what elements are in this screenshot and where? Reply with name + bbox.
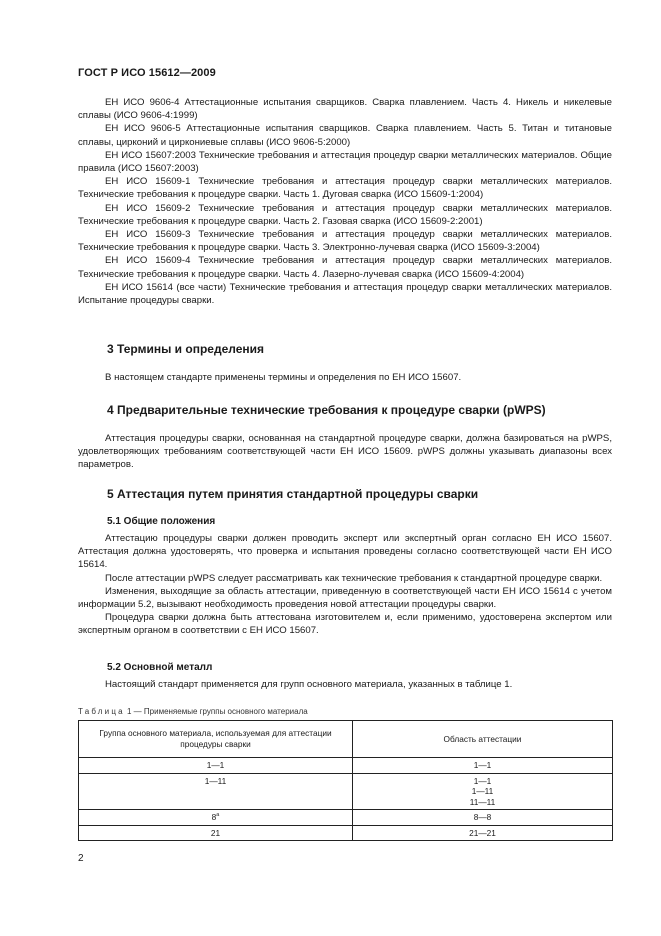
range-cell <box>353 810 613 826</box>
reference-item: ЕН ИСО 15609-3 Технические требования и аттестация процедур сварки металлических материалов. Технические требования к процедуре сварки. Часть 3. Электронно-лучевая сварка (ИСО 15609-3:2004) <box>78 229 612 254</box>
section-5-heading: 5 Аттестация путем принятия стандартной процедуры сварки <box>107 487 479 501</box>
paragraph: После аттестации pWPS следует рассматривать как технические требования к стандартной процедуре сварки. <box>105 572 603 584</box>
table-row <box>79 758 613 774</box>
paragraph: Настоящий стандарт применяется для групп основного материала, указанных в таблице 1. <box>105 679 513 690</box>
range-value: 1—11 <box>471 786 494 796</box>
section-4-heading: 4 Предварительные технические требования к процедуре сварки (pWPS) <box>107 403 546 417</box>
subsection-5-1-heading: 5.1 Общие положения <box>107 516 216 527</box>
paragraph: Аттестацию процедуры сварки должен проводить эксперт или экспертный орган согласно ЕН ИСО 15607. Аттестация должна удостоверять, что проверка и испытания проведены согласно соответствующей части ЕН ИСО 15614. <box>78 533 612 571</box>
table-header-row <box>79 721 613 758</box>
document-header: ГОСТ Р ИСО 15612—2009 <box>78 67 216 79</box>
reference-item: ЕН ИСО 9606-4 Аттестационные испытания сварщиков. Сварка плавлением. Часть 4. Никель и никелевые сплавы (ИСО 9606-4:1999) <box>78 97 612 122</box>
page-number: 2 <box>78 853 84 864</box>
section-3-heading: 3 Термины и определения <box>107 342 265 356</box>
subsection-5-1-body <box>78 532 612 638</box>
range-cell <box>353 825 613 841</box>
range-value: 11—11 <box>469 796 496 807</box>
subsection-5-2-heading: 5.2 Основной металл <box>107 662 213 673</box>
table-row <box>79 825 613 841</box>
reference-item: ЕН ИСО 15609-4 Технические требования и аттестация процедур сварки металлических материалов. Технические требования к процедуре сварки. Часть 4. Лазерно-лучевая сварка (ИСО 15609-4:2004) <box>78 255 612 280</box>
range-value: 21—21 <box>469 827 496 838</box>
range-cell <box>353 773 613 810</box>
group-cell <box>79 758 353 774</box>
base-material-groups-table <box>78 720 613 841</box>
table-caption <box>78 707 308 716</box>
section-4-body <box>78 432 612 472</box>
group-value: 1—11 <box>204 775 227 786</box>
reference-item: ЕН ИСО 15609-2 Технические требования и аттестация процедур сварки металлических материалов. Технические требования к процедуре сварки. Часть 2. Газовая сварка (ИСО 15609-2:2001) <box>78 202 612 227</box>
range-value: 8—8 <box>473 812 492 822</box>
range-cell <box>353 758 613 774</box>
group-cell <box>79 773 353 810</box>
reference-item: ЕН ИСО 15614 (все части) Технические требования и аттестация процедур сварки металлических материалов. Испытание процедуры сварки. <box>78 281 612 307</box>
table-caption-label: Таблица <box>78 707 125 716</box>
column-header-group: Группа основного материала, используемая для аттестации процедуры сварки <box>79 721 353 758</box>
section-3-text: В настоящем стандарте применены термины и определения по ЕН ИСО 15607. <box>105 372 462 383</box>
footnote-marker: a <box>216 812 220 819</box>
group-value: 8 <box>211 812 217 822</box>
group-cell <box>79 810 353 826</box>
paragraph: Процедура сварки должна быть аттестована изготовителем и, если применимо, удостоверена экспертом или экспертным органом в соответствии с ЕН ИСО 15607. <box>78 612 612 637</box>
section-3-body <box>78 371 612 384</box>
section-4-text: Аттестация процедуры сварки, основанная на стандартной процедуре сварки, должна базироваться на pWPS, удовлетворяющих требованиям соответствующей части ЕН ИСО 15609. pWPS должны указывать диапазоны всех параметров. <box>78 433 612 471</box>
range-value: 1—1 <box>473 775 492 786</box>
column-header-range: Область аттестации <box>353 721 613 758</box>
table-row <box>79 810 613 826</box>
table-row <box>79 773 613 810</box>
table-caption-text: 1 — Применяемые группы основного материала <box>124 707 308 716</box>
reference-item: ЕН ИСО 9606-5 Аттестационные испытания сварщиков. Сварка плавлением. Часть 5. Титан и титановые сплавы, цирконий и циркониевые сплавы (ИСО 9606-5:2000) <box>78 123 612 148</box>
normative-references-list <box>78 96 612 307</box>
group-value: 1—1 <box>206 760 225 770</box>
reference-item: ЕН ИСО 15607:2003 Технические требования и аттестация процедур сварки металлических материалов. Общие правила (ИСО 15607:2003) <box>78 149 612 175</box>
subsection-5-2-body <box>78 678 612 691</box>
paragraph: Изменения, выходящие за область аттестации, приведенную в соответствующей части ЕН ИСО 15614 с учетом информации 5.2, вызывают необходимость проведения новой аттестации процедуры сварки. <box>78 585 612 611</box>
range-value: 1—1 <box>473 760 492 770</box>
reference-item: ЕН ИСО 15609-1 Технические требования и аттестация процедур сварки металлических материалов. Технические требования к процедуре сварки. Часть 1. Дуговая сварка (ИСО 15609-1:2004) <box>78 176 612 201</box>
group-cell <box>79 825 353 841</box>
group-value: 21 <box>210 827 221 838</box>
